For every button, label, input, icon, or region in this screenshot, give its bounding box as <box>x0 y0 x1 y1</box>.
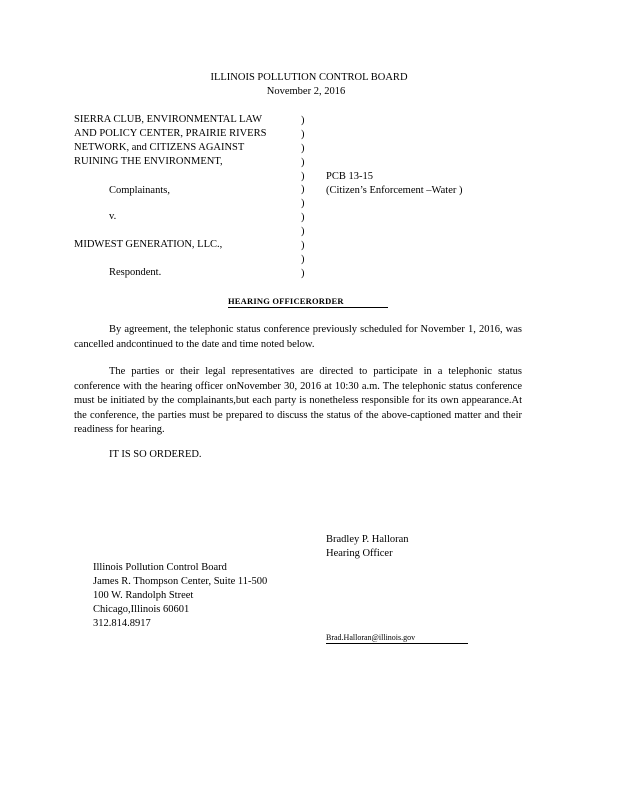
address-line-3: 100 W. Randolph Street <box>93 590 194 601</box>
caption-paren: ) <box>301 142 305 154</box>
body-paragraph-1: By agreement, the telephonic status conference previously scheduled for November 1, 2016, was cancelled andcontinued to the date and time noted below. <box>74 324 522 350</box>
signatory-email-link[interactable]: Brad.Halloran@illinois.gov <box>326 633 468 644</box>
closing-statement: IT IS SO ORDERED. <box>109 449 202 460</box>
agency-name: ILLINOIS POLLUTION CONTROL BOARD <box>210 72 408 83</box>
complainant-line-1: SIERRA CLUB, ENVIRONMENTAL LAW <box>74 114 263 125</box>
signatory-name: Bradley P. Halloran <box>326 534 409 545</box>
case-number: PCB 13-15 <box>326 171 373 182</box>
complainant-line-3: NETWORK, and CITIZENS AGAINST <box>74 142 245 153</box>
caption-paren: ) <box>301 212 305 224</box>
address-line-1: Illinois Pollution Control Board <box>93 562 227 573</box>
caption-paren: ) <box>301 128 305 140</box>
caption-paren: ) <box>301 198 305 210</box>
caption-paren: ) <box>301 267 305 279</box>
address-line-2: James R. Thompson Center, Suite 11-500 <box>93 576 268 587</box>
caption-paren-column <box>301 114 305 281</box>
respondent-label: Respondent. <box>109 267 162 278</box>
caption-paren: ) <box>301 170 305 182</box>
signatory-title: Hearing Officer <box>326 548 393 559</box>
versus-label: v. <box>109 211 117 222</box>
case-type: (Citizen’s Enforcement –Water ) <box>326 185 463 196</box>
complainants-label: Complainants, <box>109 185 170 196</box>
caption-paren: ) <box>301 184 305 196</box>
caption-paren: ) <box>301 253 305 265</box>
caption-paren: ) <box>301 115 305 126</box>
caption-paren: ) <box>301 226 305 238</box>
address-line-4: Chicago,Illinois 60601 <box>93 604 190 615</box>
order-date: November 2, 2016 <box>266 86 346 97</box>
order-title: HEARING OFFICERORDER <box>228 296 388 308</box>
caption-paren: ) <box>301 240 305 252</box>
complainant-line-4: RUINING THE ENVIRONMENT, <box>74 156 223 167</box>
caption-paren: ) <box>301 156 305 168</box>
complainant-line-2: AND POLICY CENTER, PRAIRIE RIVERS <box>74 128 267 139</box>
address-phone: 312.814.8917 <box>93 618 151 629</box>
respondent-name: MIDWEST GENERATION, LLC., <box>74 239 223 250</box>
body-paragraph-2: The parties or their legal representatives are directed to participate in a telephonic status conference with the hearing officer onNovember 30, 2016 at 10:30 a.m. The telephonic status conference must be initiated by the complainants,but each party is nonetheless responsible for its own appearance.At the conference, the parties must be prepared to discuss the status of the above-captioned matter and their readiness for hearing. <box>74 366 522 435</box>
